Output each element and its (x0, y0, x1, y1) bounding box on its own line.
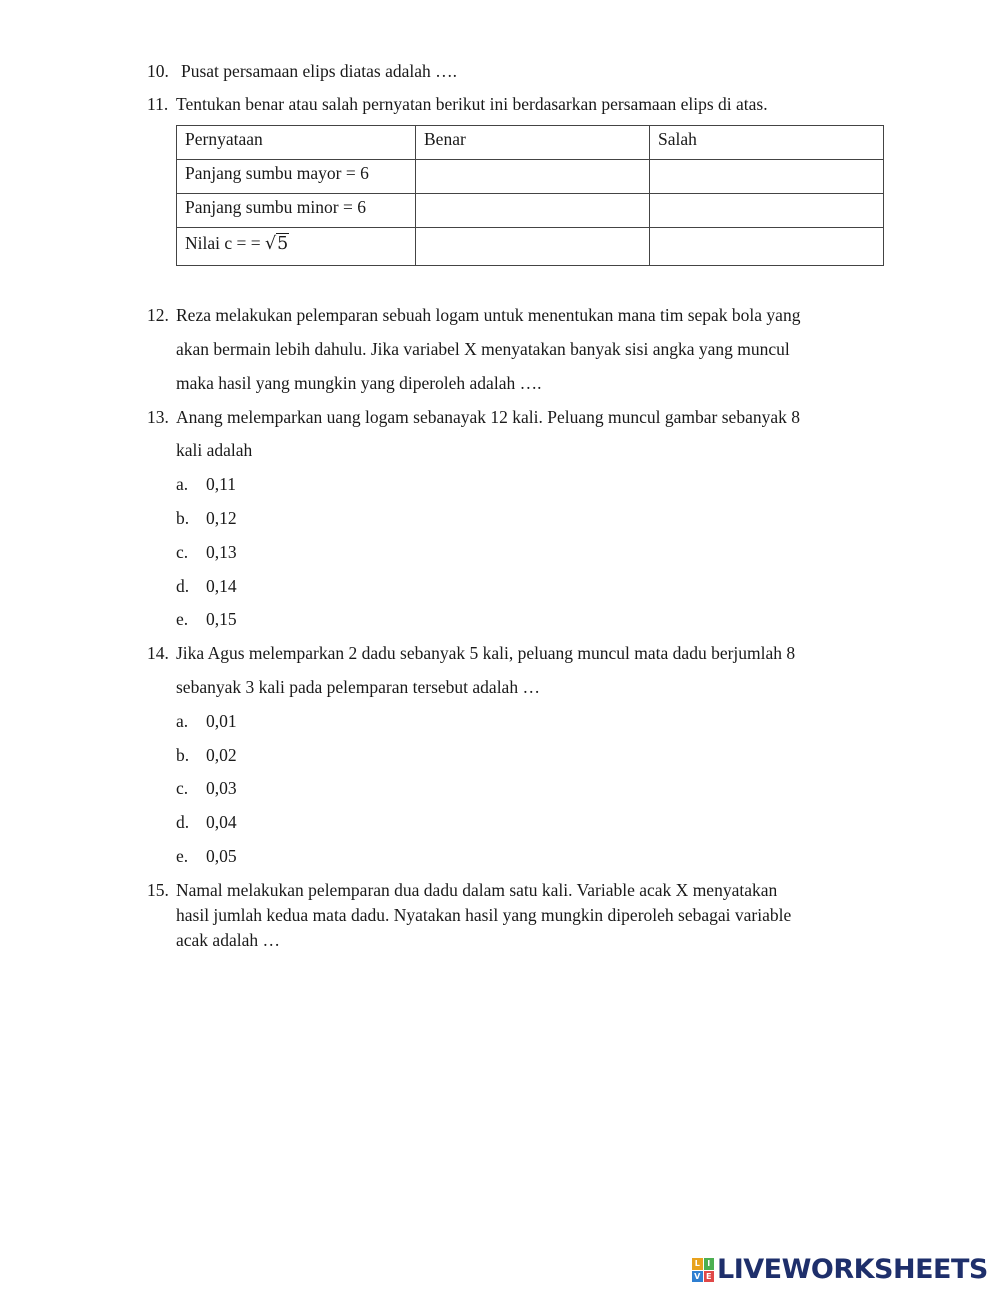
statement-prefix: Nilai c = = (185, 233, 265, 253)
question-15-line-1: Namal melakukan pelemparan dua dadu dalam satu kali. Variable acak X menyatakan (176, 880, 778, 900)
option-value: 0,03 (206, 778, 237, 798)
option-letter: b. (176, 508, 190, 528)
sqrt-expression (265, 233, 289, 254)
statement-cell: Panjang sumbu minor = 6 (177, 194, 416, 228)
option-letter: e. (176, 846, 189, 866)
table-row (177, 194, 884, 228)
question-12-line-3: maka hasil yang mungkin yang diperoleh adalah …. (176, 373, 542, 393)
table-row (177, 160, 884, 194)
option-value: 0,01 (206, 711, 237, 731)
badge-letter: E (704, 1271, 715, 1283)
option-value: 0,13 (206, 542, 237, 562)
question-15-line-2: hasil jumlah kedua mata dadu. Nyatakan hasil yang mungkin diperoleh sebagai variable (176, 905, 792, 925)
question-12-line-1: Reza melakukan pelemparan sebuah logam untuk menentukan mana tim sepak bola yang (176, 305, 801, 325)
question-14-line-2: sebanyak 3 kali pada pelemparan tersebut adalah … (176, 677, 540, 697)
table-row (177, 228, 884, 266)
sqrt-symbol: √ (265, 234, 277, 254)
question-11-text: Tentukan benar atau salah pernyatan berikut ini berdasarkan persamaan elips di atas. (176, 94, 768, 114)
question-13-number: 13. (147, 407, 169, 427)
option-letter: e. (176, 609, 189, 629)
question-15-line-3: acak adalah … (176, 930, 280, 950)
question-10-text: Pusat persamaan elips diatas adalah …. (181, 61, 458, 81)
statement-cell: Panjang sumbu mayor = 6 (177, 160, 416, 194)
question-10-number: 10. (147, 61, 169, 81)
question-14-line-1: Jika Agus melemparkan 2 dadu sebanyak 5 kali, peluang muncul mata dadu berjumlah 8 (176, 643, 796, 663)
logo-text: LIVEWORKSHEETS (717, 1254, 988, 1285)
liveworksheets-logo (692, 1256, 988, 1284)
option-value: 0,05 (206, 846, 237, 866)
salah-answer-cell[interactable] (650, 194, 884, 228)
badge-letter: L (692, 1258, 703, 1270)
statement-table (176, 125, 884, 266)
radicand: 5 (277, 234, 289, 254)
option-value: 0,14 (206, 576, 237, 596)
header-salah: Salah (650, 126, 884, 160)
question-14-number: 14. (147, 643, 169, 663)
option-letter: d. (176, 812, 190, 832)
option-value: 0,15 (206, 609, 237, 629)
benar-answer-cell[interactable] (416, 228, 650, 266)
question-12-number: 12. (147, 305, 169, 325)
badge-letter: V (692, 1271, 703, 1283)
option-letter: c. (176, 542, 189, 562)
salah-answer-cell[interactable] (650, 160, 884, 194)
option-value: 0,12 (206, 508, 237, 528)
option-letter: c. (176, 778, 189, 798)
badge-letter: I (704, 1258, 715, 1270)
salah-answer-cell[interactable] (650, 228, 884, 266)
question-13-line-1: Anang melemparkan uang logam sebanayak 12 kali. Peluang muncul gambar sebanyak 8 (176, 407, 800, 427)
option-letter: a. (176, 474, 189, 494)
question-15-number: 15. (147, 880, 169, 900)
statement-cell (177, 228, 416, 266)
option-letter: d. (176, 576, 190, 596)
option-value: 0,11 (206, 474, 236, 494)
question-13-line-2: kali adalah (176, 440, 253, 460)
option-letter: a. (176, 711, 189, 731)
table-header-row (177, 126, 884, 160)
logo-badge-icon (692, 1258, 714, 1282)
question-11-number: 11. (147, 94, 169, 114)
question-12-line-2: akan bermain lebih dahulu. Jika variabel X menyatakan banyak sisi angka yang muncul (176, 339, 790, 359)
option-value: 0,04 (206, 812, 237, 832)
header-pernyataan: Pernyataan (177, 126, 416, 160)
benar-answer-cell[interactable] (416, 160, 650, 194)
option-letter: b. (176, 745, 190, 765)
option-value: 0,02 (206, 745, 237, 765)
header-benar: Benar (416, 126, 650, 160)
benar-answer-cell[interactable] (416, 194, 650, 228)
